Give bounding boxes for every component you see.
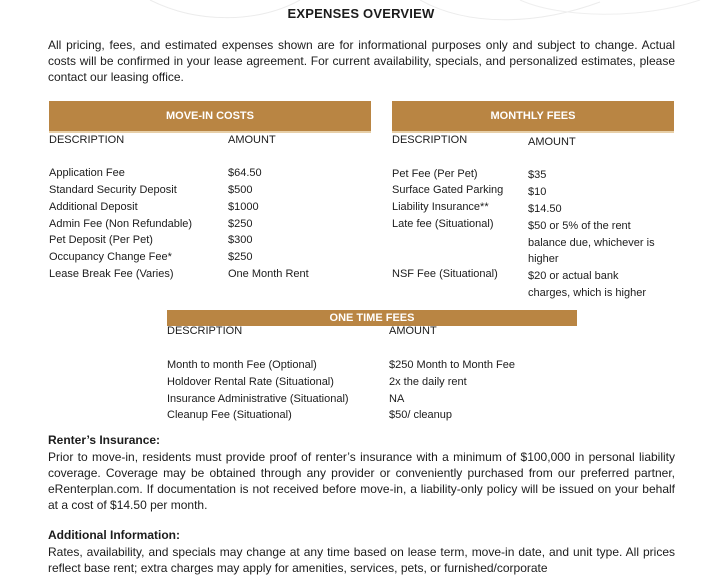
monthly-row-desc: Liability Insurance** — [392, 201, 489, 213]
move-in-row-desc: Lease Break Fee (Varies) — [49, 268, 174, 280]
one-time-row-desc: Month to month Fee (Optional) — [167, 359, 317, 371]
move-in-row-desc: Application Fee — [49, 167, 125, 179]
renters-insurance-heading: Renter’s Insurance: — [48, 433, 161, 447]
move-in-col-description: DESCRIPTION — [49, 134, 125, 146]
one-time-col-amount: AMOUNT — [389, 325, 437, 337]
move-in-row-amount: $64.50 — [228, 167, 262, 179]
renters-insurance-paragraph: Prior to move-in, residents must provide proof of renter’s insurance with a minimum of $100,000 in personal liability coverage. Coverage may be obtained through any provider or conveniently purchased from our preferred partner, eRenterplan.com. If documentation is not received before move-in, a liability-only policy will be issued on your behalf at a cost of $14.50 per month. — [48, 450, 675, 512]
monthly-fees-header: MONTHLY FEES — [392, 101, 674, 133]
one-time-fees-header: ONE TIME FEES — [167, 310, 577, 326]
monthly-row-amount: higher — [528, 253, 559, 265]
monthly-row-amount: balance due, whichever is — [528, 237, 655, 249]
monthly-row-desc: Late fee (Situational) — [392, 218, 494, 230]
one-time-row-desc: Insurance Administrative (Situational) — [167, 393, 349, 405]
one-time-col-description: DESCRIPTION — [167, 325, 243, 337]
move-in-col-amount: AMOUNT — [228, 134, 276, 146]
move-in-row-desc: Pet Deposit (Per Pet) — [49, 234, 153, 246]
move-in-row-desc: Additional Deposit — [49, 201, 138, 213]
additional-information-heading: Additional Information: — [48, 528, 180, 542]
move-in-row-amount: One Month Rent — [228, 268, 309, 280]
move-in-costs-header: MOVE-IN COSTS — [49, 101, 371, 133]
monthly-row-amount: $50 or 5% of the rent — [528, 220, 631, 232]
monthly-row-amount: $10 — [528, 186, 547, 198]
monthly-row-desc: Surface Gated Parking — [392, 184, 504, 196]
one-time-row-amount: $250 Month to Month Fee — [389, 359, 515, 371]
monthly-row-amount: $35 — [528, 169, 547, 181]
one-time-row-desc: Cleanup Fee (Situational) — [167, 409, 292, 421]
move-in-row-amount: $500 — [228, 184, 253, 196]
monthly-col-amount: AMOUNT — [528, 136, 576, 148]
one-time-row-desc: Holdover Rental Rate (Situational) — [167, 376, 334, 388]
intro-paragraph: All pricing, fees, and estimated expenses shown are for informational purposes only and subject to change. Actual costs will be confirmed in your lease agreement. For current availability, specials, and personalized estimates, please contact our leasing office. — [48, 38, 675, 84]
one-time-row-amount: 2x the daily rent — [389, 376, 467, 388]
move-in-row-desc: Standard Security Deposit — [49, 184, 177, 196]
one-time-row-amount: $50/ cleanup — [389, 409, 452, 421]
move-in-row-amount: $300 — [228, 234, 253, 246]
monthly-row-desc: Pet Fee (Per Pet) — [392, 168, 478, 180]
page-title: EXPENSES OVERVIEW — [287, 6, 435, 21]
monthly-row-amount: charges, which is higher — [528, 287, 647, 299]
one-time-row-amount: NA — [389, 393, 405, 405]
move-in-row-amount: $250 — [228, 251, 253, 263]
move-in-row-amount: $250 — [228, 218, 253, 230]
monthly-row-amount: $20 or actual bank — [528, 270, 619, 282]
move-in-row-desc: Occupancy Change Fee* — [49, 251, 172, 263]
monthly-row-amount: $14.50 — [528, 203, 562, 215]
move-in-row-amount: $1000 — [228, 201, 259, 213]
monthly-row-desc: NSF Fee (Situational) — [392, 268, 498, 280]
additional-information-paragraph: Rates, availability, and specials may change at any time based on lease term, move-in date, and unit type. All prices reflect base rent; extra charges may apply for amenities, services, pets, or furnished/corporate — [48, 545, 675, 575]
move-in-row-desc: Admin Fee (Non Refundable) — [49, 218, 193, 230]
monthly-col-description: DESCRIPTION — [392, 134, 468, 146]
